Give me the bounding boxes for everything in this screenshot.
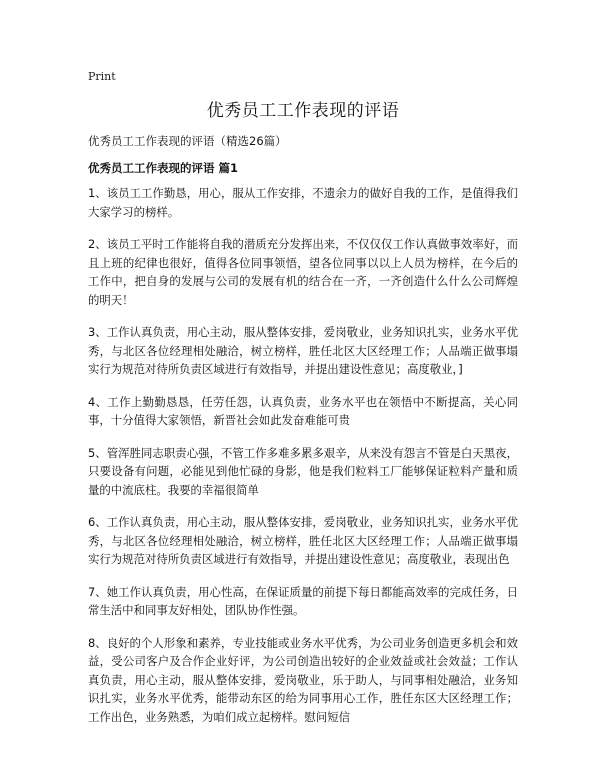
document-subtitle: 优秀员工工作表现的评语（精选26篇） [88, 134, 287, 148]
paragraph: 4、工作上勤勤恳恳，任劳任怨，认真负责，业务水平也在领悟中不断提高，关心同事，十分值得大家领悟，新晋社会如此发奋难能可贵 [88, 394, 518, 427]
paragraph: 2、该员工平时工作能将自我的潜质充分发挥出来，不仅仅仅工作认真做事效率好，而且上班的纪律也很好，值得各位同事领悟，望各位同事以以上人员为榜样，在今后的工作中，把自身的发展与公司的发展有机的结合在一齐，一齐创造什么什么公司辉煌的明天！ [88, 237, 518, 307]
page-title: 优秀员工工作表现的评语 [206, 101, 400, 121]
print-link[interactable]: Print [88, 70, 116, 83]
paragraph: 6、工作认真负责，用心主动，服从整体安排，爱岗敬业，业务知识扎实，业务水平优秀，与北区各位经理相处融洽，树立榜样，胜任北区大区经理工作；人品端正做事塌实行为规范对待所负责区域进行有效指导，并提出建设性意见；高度敬业，表现出色 [88, 515, 518, 566]
article-body [88, 184, 518, 740]
paragraph: 3、工作认真负责，用心主动，服从整体安排，爱岗敬业，业务知识扎实，业务水平优秀，与北区各位经理相处融洽，树立榜样，胜任北区大区经理工作；人品端正做事塌实行为规范对待所负责区域进行有效指导，并提出建设性意见；高度敬业，] [88, 325, 518, 376]
section-heading: 优秀员工工作表现的评语 篇1 [88, 161, 239, 175]
paragraph: 5、管浑胜同志职责心强，不管工作多难多累多艰辛，从来没有怨言不管是白天黑夜，只要设备有问题，必能见到他忙碌的身影，他是我们粒料工厂能够保证粒料产量和质量的中流底柱。我要的幸福很简单 [88, 445, 518, 497]
paragraph: 8、良好的个人形象和素养，专业技能或业务水平优秀，为公司业务创造更多机会和效益，受公司客户及合作企业好评，为公司创造出较好的企业效益或社会效益；工作认真负责，用心主动，服从整体安排，爱岗敬业，乐于助人，与同事相处融洽，业务知识扎实，业务水平优秀，能带动东区的给为同事用心工作，胜任东区大区经理工作；工作出色，业务熟悉，为咱们成立起榜样。慰问短信 [88, 635, 518, 724]
paragraph: 1、该员工工作勤恳，用心，服从工作安排，不遗余力的做好自我的工作，是值得我们大家学习的榜样。 [88, 186, 518, 219]
paragraph: 7、她工作认真负责，用心性高，在保证质量的前提下每日都能高效率的完成任务，日常生活中和同事友好相处，团队协作性强。 [88, 584, 518, 617]
